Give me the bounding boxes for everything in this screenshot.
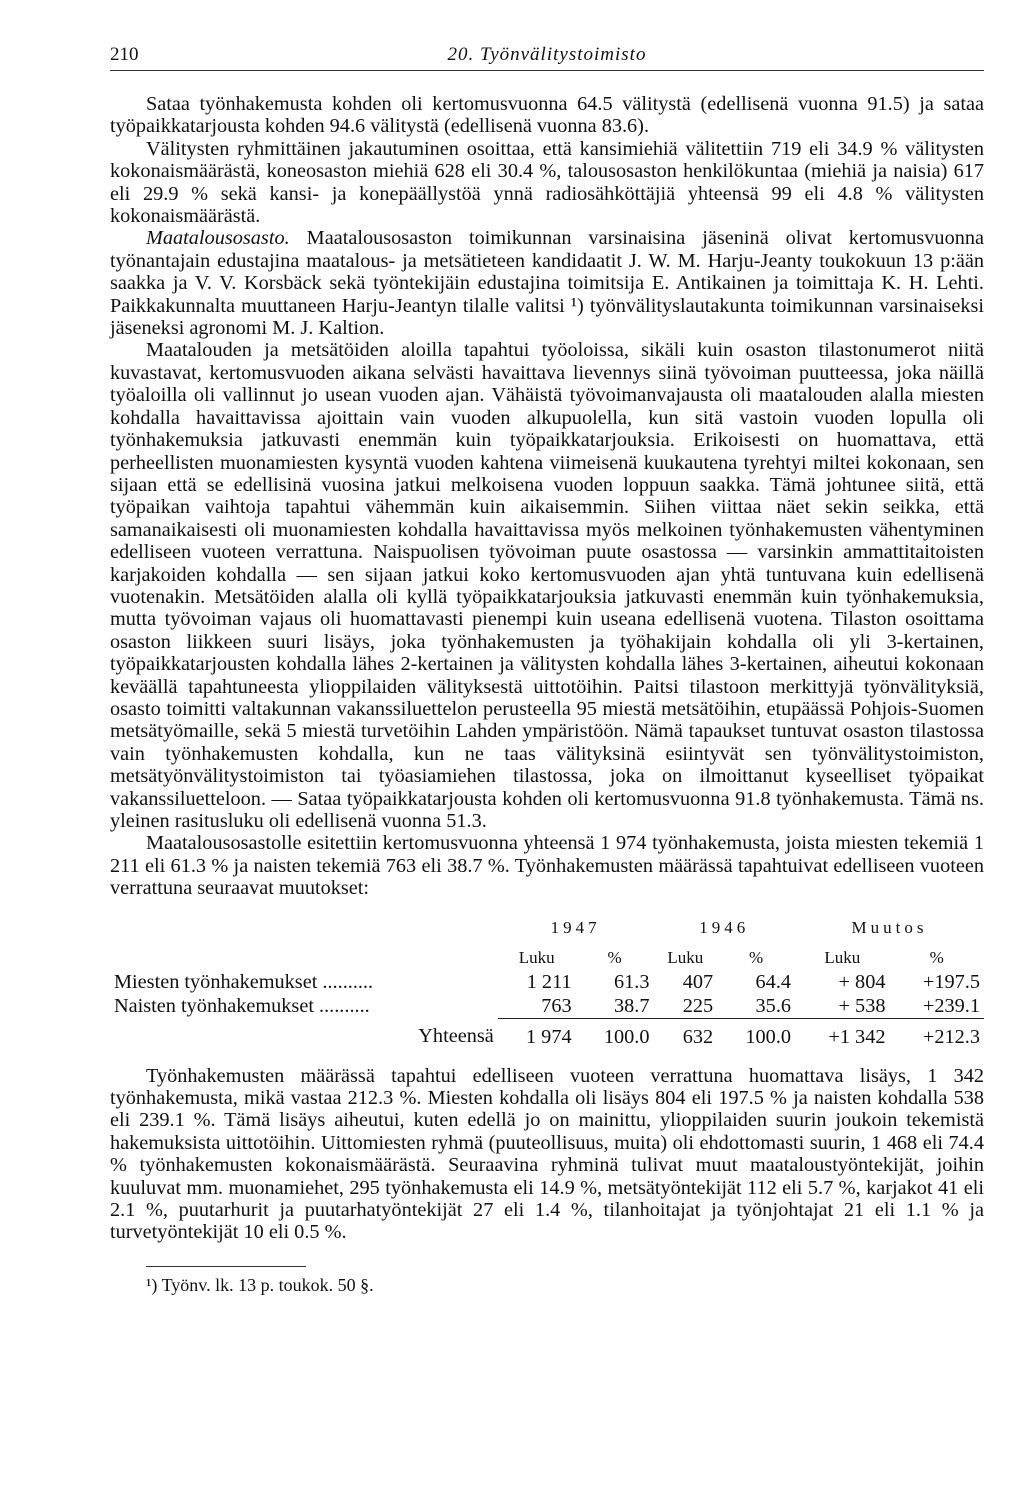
table-cell: 1 974 [498,1018,576,1049]
table-cell: + 804 [838,970,886,993]
subheader: Luku [667,947,704,967]
table-cell: 38.7 [613,994,650,1017]
subheader: % [929,947,944,967]
paragraph: Välitysten ryhmittäinen jakautuminen osoittaa, että kansimiehiä välitettiin 719 eli 34.9 % välitysten kokonaismäärästä, koneosaston miehiä 628 eli 30.4 %, talousosaston henkilökuntaa (miehiä ja naisia) 617 eli 29.9 % sekä kansi- ja konepäällystöä ynnä radiosähköttäjiä yhteensä 99 eli 4.8 % välitysten kokonaismäärästä. [110,137,984,228]
running-title: 20. Työnvälitystoimisto [447,44,647,65]
row-label: Miesten työnhakemukset .......... [114,970,374,993]
page-header [110,40,984,71]
table-cell: 632 [653,1018,717,1049]
table-cell: 100.0 [576,1018,654,1049]
subheader: Luku [518,947,555,967]
year-header-row [110,916,984,946]
stats-table [110,916,984,1049]
table-cell: 100.0 [717,1018,795,1049]
total-row [110,1018,984,1049]
footnote-rule [146,1266,306,1267]
subheader: % [607,947,622,967]
subheader: Luku [824,947,861,967]
page [110,40,984,1296]
section-intro: Maatalousosaston toimikunnan varsinaisina jäseninä olivat kertomusvuonna työnantajain edustajina maatalous- ja metsätieteen kandidaatit J. W. M. Harju-Jeanty toukokuun 13 p:ään saakka ja V. V. Korsbäck sekä työntekijäin edustajina toimitsija E. Antikainen ja toimittaja K. H. Lehti. Paikkakunnalta muuttaneen Harju-Jeantyn tilalle valitsi ¹) työnvälityslautakunta toimikunnan varsinaiseksi jäseneksi agronomi M. J. Kaltion. [110,227,984,340]
table-cell: 225 [682,994,714,1017]
year-header: 1946 [699,917,750,937]
year-header: Muutos [851,917,928,937]
table-cell: 64.4 [755,970,792,993]
page-number: 210 [110,44,139,65]
table-cell: 61.3 [613,970,650,993]
table-cell: + 538 [838,994,886,1017]
table-row [110,970,984,994]
table-cell: +212.3 [889,1018,984,1049]
body-text [110,93,984,1244]
table-cell: 1 211 [526,970,572,993]
footnote: ¹) Työnv. lk. 13 p. toukok. 50 §. [146,1274,374,1295]
table-cell: +239.1 [922,994,980,1017]
table-cell: +197.5 [922,970,980,993]
paragraph: Maatalousosastolle esitettiin kertomusvuonna yhteensä 1 974 työnhakemusta, joista miesten tekemiä 1 211 eli 61.3 % ja naisten tekemiä 763 eli 38.7 %. Työnhakemusten määrässä tapahtuivat edelliseen vuoteen verrattuna seuraavat muutokset: [110,832,984,900]
table-cell: 35.6 [755,994,792,1017]
table-cell: 407 [682,970,714,993]
closing-paragraph: Työnhakemusten määrässä tapahtui edelliseen vuoteen verrattuna huomattava lisäys, 1 342 työnhakemusta, mikä vastaa 212.3 %. Miesten kohdalla oli lisäys 804 eli 197.5 % ja naisten kohdalla 538 eli 239.1 %. Tämä lisäys aiheutui, kuten edellä jo on mainittu, ylioppilaiden suurin joukoin tekemistä hakemuksista uittotöihin. Uittomiesten ryhmä (puuteollisuus, muita) oli ehdottomasti suurin, 1 468 eli 74.4 % työnhakemusten kokonaismäärästä. Seuraavina ryhminä tulivat muut maataloustyöntekijät, joihin kuuluvat mm. muonamiehet, 295 työnhakemusta eli 14.9 %, metsätyöntekijät 112 eli 5.7 %, karjakot 41 eli 2.1 %, puutarhurit ja puutarhatyöntekijät 27 eli 1.4 %, tilanhoitajat ja työnjohtajat 21 eli 1.1 % ja turvetyöntekijät 10 eli 0.5 %. [110,1064,984,1244]
subheader-row [110,946,984,970]
year-header: 1947 [550,917,601,937]
table-cell: 763 [541,994,572,1017]
subheader: % [749,947,764,967]
table-row [110,994,984,1019]
paragraph: Maatalouden ja metsätöiden aloilla tapahtui työoloissa, sikäli kuin osaston tilastonumerot niitä kuvastavat, kertomusvuoden aikana selvästi havaittava lievennys siinä työvoiman puutteessa, joka näillä työaloilla oli vallinnut jo usean vuoden ajan. Vähäistä työvoimanvajausta oli maatalouden alalla miesten kohdalla havaittavissa ajoittain vain vuoden alkupuolella, kun sitä vastoin vuoden lopulla oli työnhakemuksia jatkuvasti enemmän kuin työpaikkatarjouksia. Erikoisesti on huomattava, että perheellisten muonamiesten kysyntä vuoden kahtena viimeisenä kuukautena tyrehtyi miltei kokonaan, sen sijaan että se edellisinä vuosina jatkui melkoisena vuoden loppuun saakka. Tämä johtunee siitä, että työpaikan vaihtoja tapahtui vähemmän kuin aikaisemmin. Siihen viittaa näet sekin seikka, että samanaikaisesti oli muonamiesten kohdalla havaittavissa myös melkoinen työnhakemusten vähentyminen edelliseen vuoteen verrattuna. Naispuolisen työvoiman puute osastossa — varsinkin ammattitaitoisten karjakoiden kohdalla — sen sijaan jatkui koko kertomusvuoden ajan yhtä tuntuvana kuin edellisenä vuotenakin. Metsätöiden alalla oli kyllä työpaikkatarjouksia jatkuvasti enemmän kuin työnhakemuksia, mutta työvoiman vajaus oli huomattavasti pienempi kuin useana edellisenä vuotena. Tilaston osoittama osaston liikkeen suuri lisäys, joka työnhakemusten ja työhakijain kohdalla oli yli 3-kertainen, työpaikkatarjousten kohdalla lähes 2-kertainen ja välitysten kohdalla lähes 3-kertainen, aiheutui kokonaan keväällä tapahtuneesta ylioppilaiden välityksestä uittotöihin. Paitsi tilastoon merkittyjä työnvälityksiä, osasto toimitti valtakunnan vakanssiluettelon perusteella 95 miestä metsätöihin, etupäässä Pohjois-Suomen metsätyömaille, sekä 5 miestä turvetöihin Lahden ympäristöön. Nämä tapaukset tuntuvat osaston tilastossa vain työnhakemusten kohdalla, kun ne taas välityksinä esiintyvät sen työnvälitystoimiston, metsätyönvälitystoimiston tai työasiamiehen tilastossa, joka on ilmoittanut kyseelliset työpaikat vakanssiluetteloon. — Sataa työpaikkatarjousta kohden oli kertomusvuonna 91.8 työnhakemusta. Tämä ns. yleinen rasitusluku oli edellisenä vuonna 51.3. [110,339,984,832]
section-paragraph [110,227,984,339]
table-cell: +1 342 [795,1018,889,1049]
paragraph: Sataa työnhakemusta kohden oli kertomusvuonna 64.5 välitystä (edellisenä vuonna 91.5) ja sataa työpaikkatarjousta kohden 94.6 välitystä (edellisenä vuonna 83.6). [110,93,984,138]
row-label: Naisten työnhakemukset .......... [114,994,370,1017]
footnote-block [110,1266,984,1296]
total-label: Yhteensä [418,1025,494,1048]
section-heading: Maatalousosasto. [146,227,290,250]
